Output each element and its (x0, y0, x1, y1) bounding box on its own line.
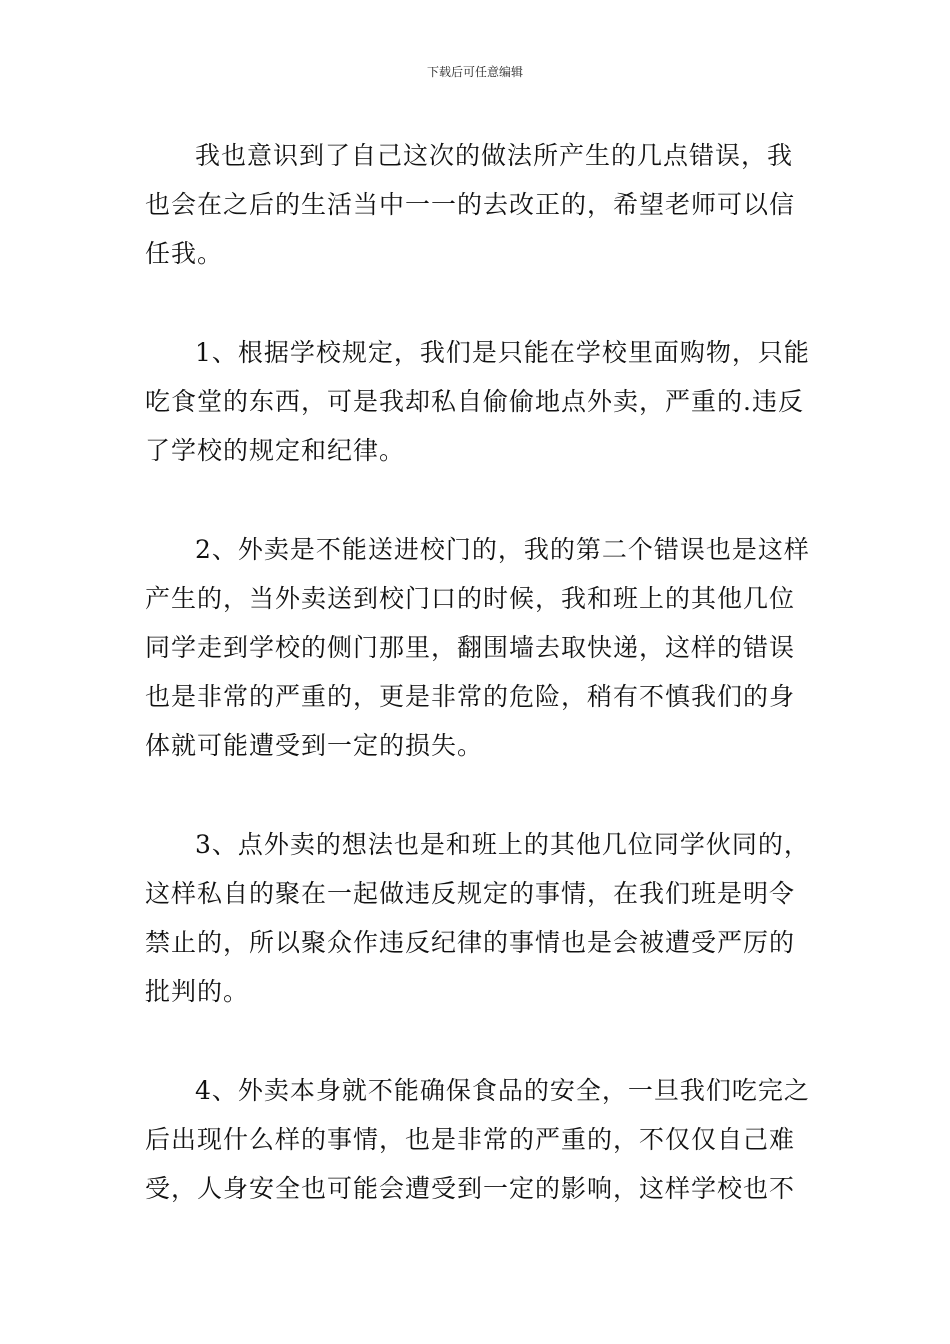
paragraph-line: 禁止的，所以聚众作违反纪律的事情也是会被遭受严厉的 (145, 928, 796, 957)
header-note: 下载后可任意编辑 (426, 65, 523, 79)
paragraph-line: 我也意识到了自己这次的做法所产生的几点错误，我 (195, 141, 794, 170)
paragraph-line: 也是非常的严重的，更是非常的危险，稍有不慎我们的身 (145, 682, 796, 711)
paragraph-line: 吃食堂的东西，可是我却私自偷偷地点外卖，严重的.违反 (145, 387, 804, 416)
paragraph-line: 后出现什么样的事情，也是非常的严重的，不仅仅自己难 (145, 1125, 796, 1154)
paragraph-line: 体就可能遭受到一定的损失。 (145, 731, 484, 760)
paragraph-line: 4、外卖本身就不能确保食品的安全，一旦我们吃完之 (195, 1076, 810, 1105)
document-body (145, 131, 811, 1263)
paragraph-point-1 (145, 328, 811, 475)
paragraph-line: 也会在之后的生活当中一一的去改正的，希望老师可以信 (145, 190, 796, 219)
paragraph-line: 了学校的规定和纪律。 (145, 436, 406, 465)
paragraph-line: 这样私自的聚在一起做违反规定的事情，在我们班是明令 (145, 879, 796, 908)
paragraph-line: 2、外卖是不能送进校门的，我的第二个错误也是这样 (195, 535, 810, 564)
paragraph-line: 批判的。 (145, 977, 250, 1006)
paragraph-line: 任我。 (145, 239, 224, 268)
paragraph-line: 1、根据学校规定，我们是只能在学校里面购物，只能 (195, 338, 810, 367)
paragraph-line: 产生的，当外卖送到校门口的时候，我和班上的其他几位 (145, 584, 796, 613)
paragraph-point-3 (145, 820, 811, 1016)
paragraph-line: 3、点外卖的想法也是和班上的其他几位同学伙同的， (195, 830, 810, 859)
paragraph-point-4 (145, 1066, 811, 1213)
paragraph-point-2 (145, 525, 811, 770)
paragraph-intro (145, 131, 811, 278)
paragraph-line: 受，人身安全也可能会遭受到一定的影响，这样学校也不 (145, 1174, 796, 1203)
paragraph-line: 同学走到学校的侧门那里，翻围墙去取快递，这样的错误 (145, 633, 796, 662)
